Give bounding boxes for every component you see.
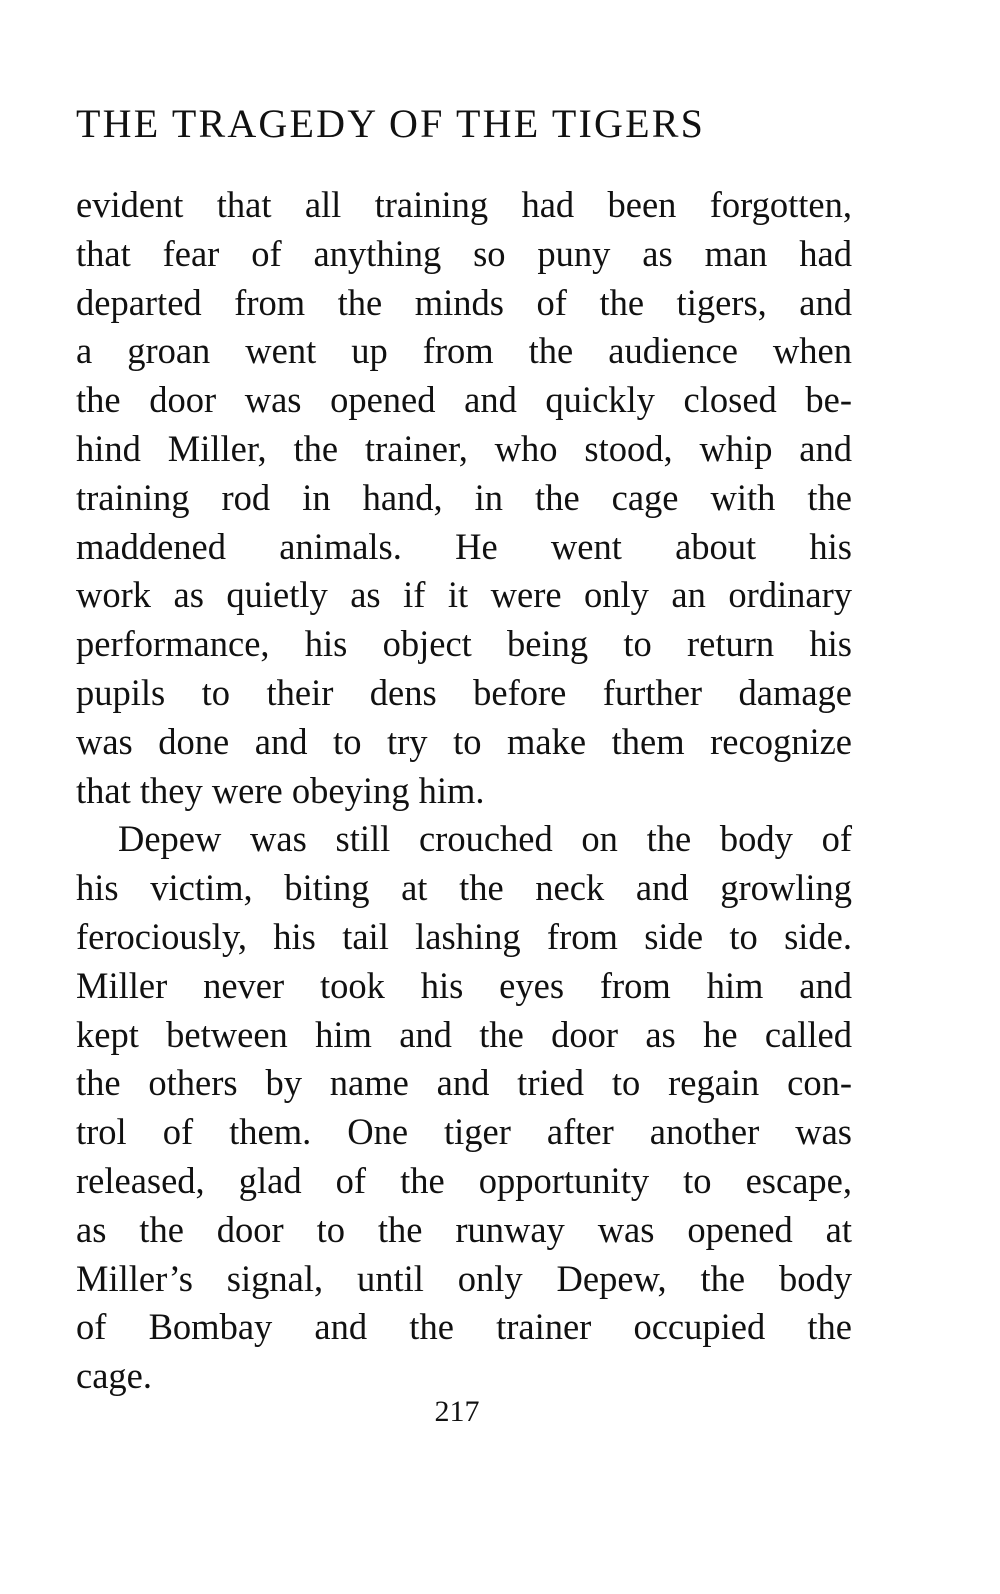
text-line: his victim, biting at the neck and growling bbox=[76, 867, 852, 909]
text-line: was done and to try to make them recognize bbox=[76, 720, 852, 762]
body-text bbox=[76, 181, 852, 1401]
text-line: the others by name and tried to regain con- bbox=[76, 1062, 852, 1104]
text-line: trol of them. One tiger after another was bbox=[76, 1111, 852, 1153]
text-line: maddened animals. He went about his bbox=[76, 525, 852, 567]
text-line: Depew was still crouched on the body of bbox=[118, 818, 852, 860]
text-line: a groan went up from the audience when bbox=[76, 330, 852, 372]
text-line: pupils to their dens before further damage bbox=[76, 671, 852, 713]
paragraph-2 bbox=[76, 815, 852, 1401]
page-number-text: 217 bbox=[434, 1395, 480, 1428]
paragraph-1 bbox=[76, 181, 852, 815]
page-number bbox=[0, 1392, 1000, 1432]
text-line: that they were obeying him. bbox=[76, 769, 485, 811]
text-line: Miller never took his eyes from him and bbox=[76, 964, 852, 1006]
text-line: hind Miller, the trainer, who stood, whip and bbox=[76, 427, 852, 469]
text-line: evident that all training had been forgotten, bbox=[76, 184, 852, 225]
running-head: THE TRAGEDY OF THE TIGERS bbox=[76, 101, 706, 146]
text-line: departed from the minds of the tigers, and bbox=[76, 281, 852, 323]
text-line: of Bombay and the trainer occupied the bbox=[76, 1306, 852, 1348]
text-line: training rod in hand, in the cage with the bbox=[76, 476, 852, 518]
text-line: released, glad of the opportunity to escape, bbox=[76, 1159, 852, 1201]
text-line: work as quietly as if it were only an ordinary bbox=[76, 574, 852, 616]
text-line: that fear of anything so puny as man had bbox=[76, 232, 852, 274]
text-line: performance, his object being to return his bbox=[76, 623, 852, 665]
text-line: cage. bbox=[76, 1355, 152, 1397]
text-line: kept between him and the door as he called bbox=[76, 1013, 852, 1055]
text-line: Miller’s signal, until only Depew, the body bbox=[76, 1257, 852, 1299]
text-line: ferociously, his tail lashing from side to side. bbox=[76, 915, 852, 957]
text-line: as the door to the runway was opened at bbox=[76, 1208, 852, 1250]
text-line: the door was opened and quickly closed be- bbox=[76, 379, 852, 421]
